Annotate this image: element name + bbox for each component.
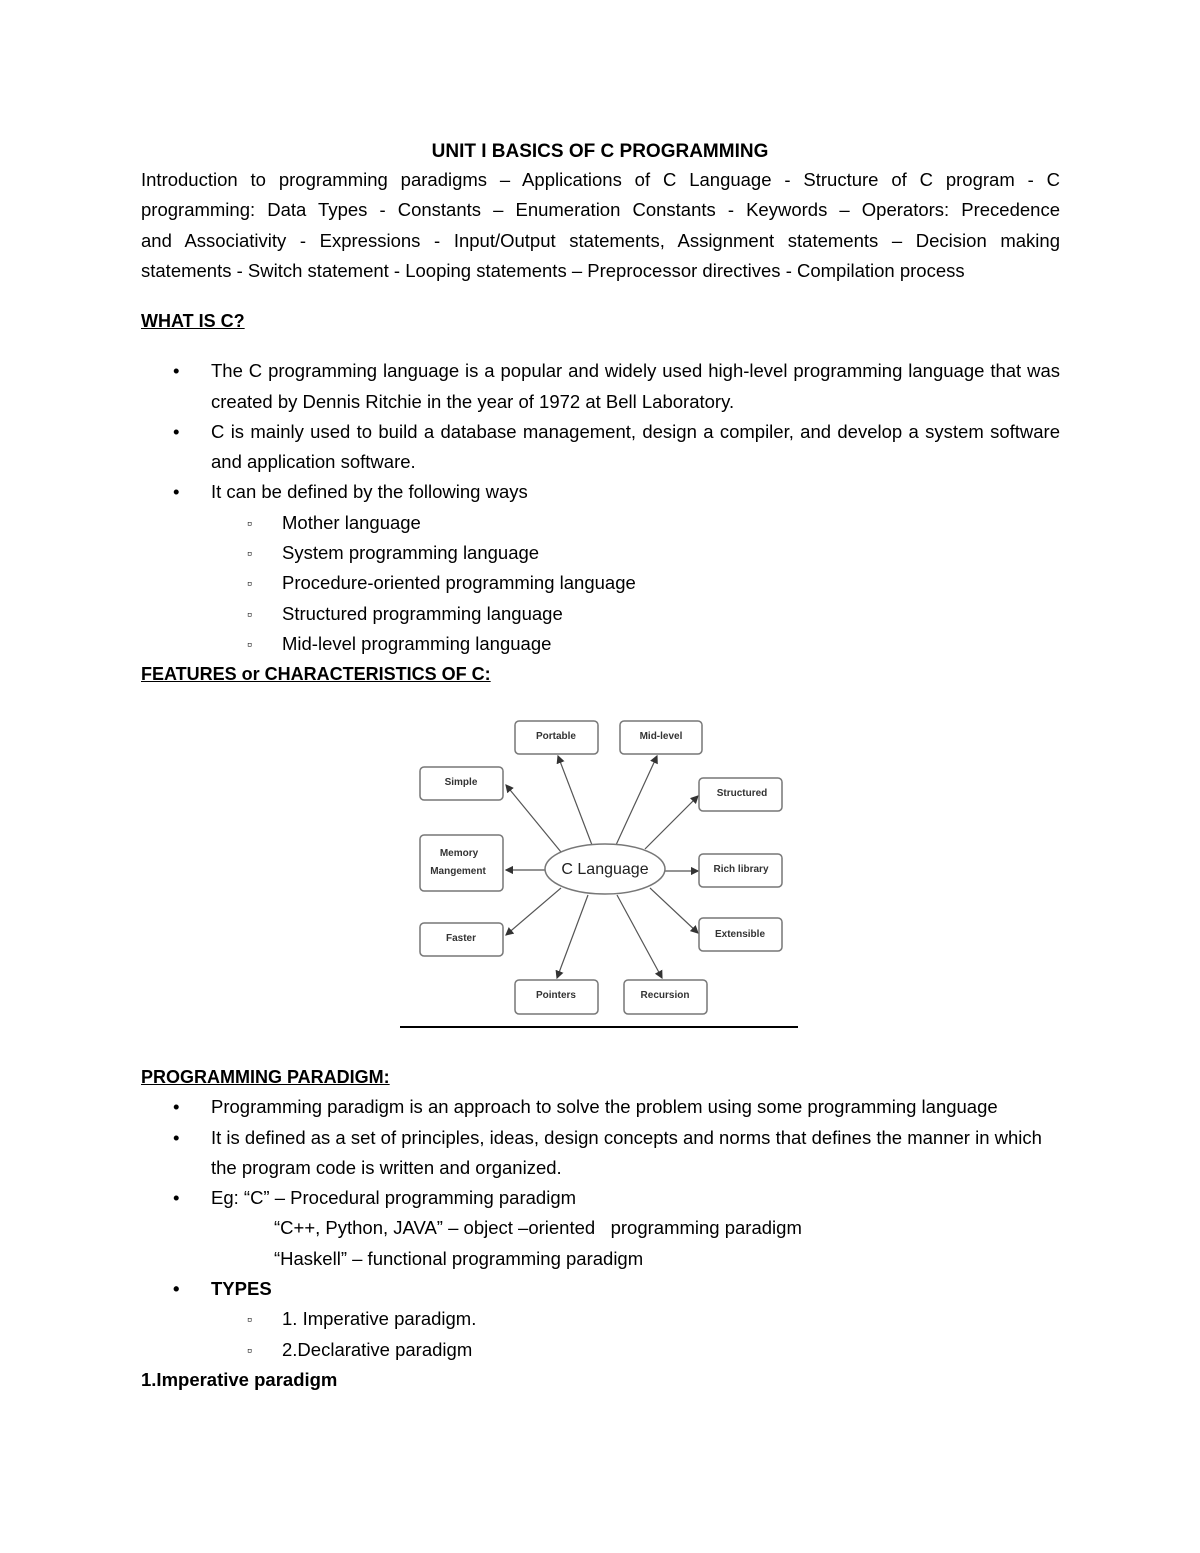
svg-text:Mangement: Mangement bbox=[430, 866, 486, 877]
svg-text:Faster: Faster bbox=[445, 933, 477, 944]
node-simple bbox=[420, 767, 503, 800]
arrow bbox=[506, 785, 561, 852]
svg-text:Portable: Portable bbox=[535, 731, 577, 742]
features-diagram bbox=[400, 700, 820, 1040]
list-item: • TYPES bbox=[141, 1274, 1060, 1304]
list-item: • Eg: “C” – Procedural programming paradigm bbox=[141, 1183, 1060, 1213]
example-line: “Haskell” – functional programming paradigm bbox=[274, 1247, 644, 1269]
intro-line: programming: Data Types - Constants – Enumeration Constants - Keywords – Operators: Precedence bbox=[141, 199, 1060, 221]
subsection-heading: 1.Imperative paradigm bbox=[141, 1368, 338, 1390]
sub-list-item: ▫ Mother language bbox=[141, 508, 1060, 538]
node-portable bbox=[515, 721, 598, 754]
node-recursion bbox=[624, 980, 707, 1014]
paradigm-section bbox=[141, 1062, 1060, 1395]
node-mid-level bbox=[620, 721, 702, 754]
sub-list-item: ▫ System programming language bbox=[141, 538, 1060, 568]
intro-paragraph bbox=[141, 165, 1060, 286]
center-node-label: C Language bbox=[561, 861, 649, 878]
intro-line: statements - Switch statement - Looping statements – Preprocessor directives - Compilation process bbox=[141, 259, 965, 281]
svg-text:Memory: Memory bbox=[439, 848, 479, 859]
node-extensible bbox=[699, 918, 782, 951]
svg-text:Pointers: Pointers bbox=[535, 990, 577, 1001]
list-item: • It can be defined by the following ways bbox=[141, 477, 1060, 507]
arrow bbox=[506, 888, 561, 935]
example-line: “C++, Python, JAVA” – object –oriented programming paradigm bbox=[274, 1217, 802, 1239]
svg-text:Rich library: Rich library bbox=[713, 864, 769, 875]
section-heading: FEATURES or CHARACTERISTICS OF C: bbox=[141, 664, 491, 685]
svg-text:Simple: Simple bbox=[444, 777, 478, 788]
svg-text:Structured: Structured bbox=[716, 788, 768, 799]
divider bbox=[400, 1026, 798, 1028]
svg-text:Mid-level: Mid-level bbox=[639, 731, 683, 742]
list-item: • The C programming language is a popular and widely used high-level programming language that was created by Dennis Ritchie in the year of 1972 at Bell Laboratory. bbox=[141, 356, 1060, 417]
svg-text:Extensible: Extensible bbox=[714, 929, 766, 940]
node-structured bbox=[699, 778, 782, 811]
intro-line: and Associativity - Expressions - Input/Output statements, Assignment statements – Decision making bbox=[141, 229, 1060, 251]
sub-list-item: ▫ Procedure-oriented programming language bbox=[141, 568, 1060, 598]
what-is-c-section bbox=[141, 306, 1060, 690]
intro-line: Introduction to programming paradigms – Applications of C Language - Structure of C program - C bbox=[141, 169, 1060, 190]
arrow bbox=[557, 895, 588, 978]
node-pointers bbox=[515, 980, 598, 1014]
sub-list-item: ▫ Mid-level programming language bbox=[141, 629, 1060, 659]
arrow bbox=[645, 796, 698, 849]
section-heading: PROGRAMMING PARADIGM: bbox=[141, 1067, 390, 1087]
node-rich-library bbox=[699, 854, 782, 887]
sub-list-item: ▫ Structured programming language bbox=[141, 599, 1060, 629]
svg-text:Recursion: Recursion bbox=[640, 990, 690, 1001]
list-item: • C is mainly used to build a database management, design a compiler, and develop a system software and application software. bbox=[141, 417, 1060, 478]
arrow bbox=[616, 756, 657, 845]
node-memory-management bbox=[420, 835, 503, 891]
sub-list-item: ▫ 1. Imperative paradigm. bbox=[141, 1304, 1060, 1334]
node-faster bbox=[420, 923, 503, 956]
section-heading: WHAT IS C? bbox=[141, 311, 245, 331]
arrow bbox=[650, 888, 698, 933]
arrow bbox=[558, 756, 592, 845]
list-item: • Programming paradigm is an approach to solve the problem using some programming language bbox=[141, 1092, 1060, 1122]
list-item: • It is defined as a set of principles, ideas, design concepts and norms that defines the manner in which the program code is written and organized. bbox=[141, 1123, 1051, 1184]
arrow bbox=[617, 895, 662, 978]
sub-list-item: ▫ 2.Declarative paradigm bbox=[141, 1335, 1060, 1365]
page-title: UNIT I BASICS OF C PROGRAMMING bbox=[431, 141, 769, 162]
